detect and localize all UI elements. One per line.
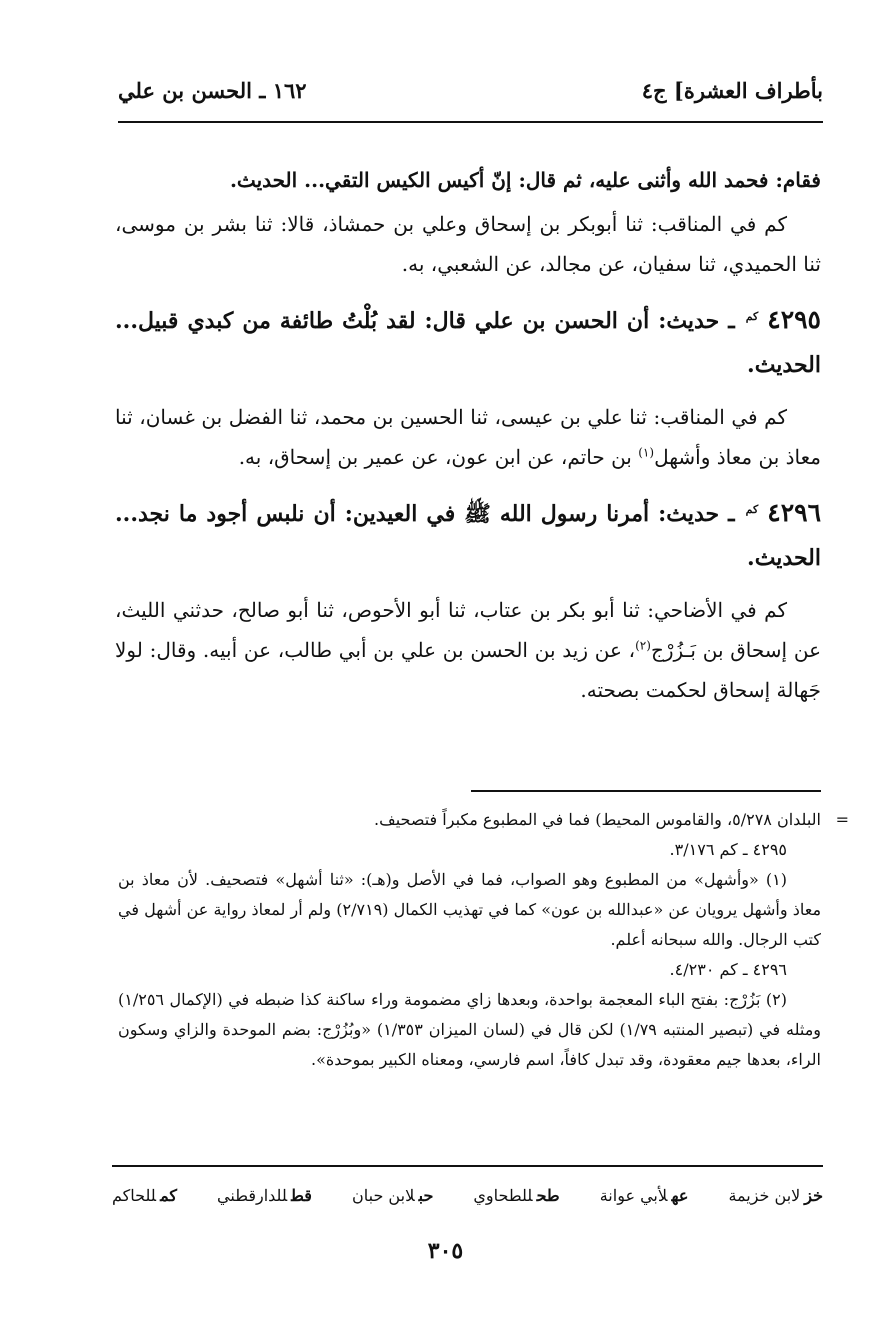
footnote-1: (١) «وأشهل» من المطبوع وهو الصواب، فما في الأصل و(هـ): «ثنا أشهل» فتصحيف. لأن معاذ بن معاذ وأشهل يرويان عن «عبدالله بن عون» كما في تهذيب الكمال (٢/٧١٩) ولم أر لمعاذ رواية عن أشهل في كتب الرجال. والله سبحانه أعلم. — [118, 870, 822, 949]
reference-text: كم في الأضاحي: ثنا أبو بكر بن عتاب، ثنا أبو الأحوص، ثنا أبو صالح، حدثني الليث، عن إسحاق بن بَـزُرْج — [115, 598, 821, 662]
footnotes — [118, 805, 849, 1075]
hadith-sigla: كم — [745, 502, 759, 516]
reference-paragraph-3 — [115, 590, 821, 710]
hadith-sigla: كم — [745, 309, 759, 323]
footnote-continuation: البلدان ٥/٢٧٨، والقاموس المحيط) فما في المطبوع مكبراً فتصحيف. — [374, 810, 821, 829]
footnote-marker: (١) — [638, 445, 655, 460]
hadith-text: ـ حديث: أمرنا رسول الله ﷺ في العيدين: أن نلبس أجود ما نجد... الحديث. — [115, 501, 821, 571]
abbreviation-item: كمللحاكم — [112, 1185, 177, 1205]
abbreviation-item: قطللدارقطني — [217, 1185, 312, 1205]
hadith-text: ـ حديث: أن الحسن بن علي قال: لقد بُلْتُ طائفة من كبدي قبيل... الحديث. — [115, 308, 821, 378]
abbreviation-item: خزلابن خزيمة — [728, 1185, 823, 1205]
reference-paragraph-2 — [115, 397, 821, 477]
header-book-title: بأطراف العشرة] ج٤ — [641, 77, 823, 103]
footnote-ref-4295: ٤٢٩٥ ـ كم ٣/١٧٦. — [669, 840, 787, 859]
hadith-number: ٤٢٩٦ — [767, 498, 821, 527]
continuation-mark: = — [835, 810, 849, 829]
abbreviation-item: طحللطحاوي — [473, 1185, 560, 1205]
header-divider — [118, 121, 823, 123]
reference-text: بن حاتم، عن ابن عون، عن عمير بن إسحاق، به. — [238, 445, 632, 469]
footnote-marker: (٢) — [635, 638, 651, 653]
reference-text: ، عن زيد بن الحسن بن علي بن أبي طالب، عن أبيه. وقال: لولا جَهالة إسحاق لحكمت بصحته. — [115, 638, 821, 702]
main-text — [115, 160, 821, 724]
reference-paragraph-1: كم في المناقب: ثنا أبوبكر بن إسحاق وعلي بن حمشاذ، قالا: ثنا بشر بن موسى، ثنا الحميدي، ثنا سفيان، عن مجالد، عن الشعبي، به. — [115, 212, 821, 276]
footnote-divider — [471, 790, 821, 792]
reference-text: كم في المناقب: ثنا علي بن عيسى، ثنا الحسين بن محمد، ثنا الفضل بن غسان، ثنا معاذ بن معاذ وأشهل — [115, 405, 821, 469]
abbreviations-legend — [112, 1180, 823, 1210]
hadith-4295 — [115, 298, 821, 387]
intro-paragraph: فقام: فحمد الله وأثنى عليه، ثم قال: إنّ أكيس الكيس التقي... الحديث. — [229, 168, 821, 192]
hadith-number: ٤٢٩٥ — [767, 305, 821, 334]
hadith-4296 — [115, 491, 821, 580]
abbreviation-item: عهلأبي عوانة — [599, 1185, 689, 1205]
page-number: ٣٠٥ — [427, 1238, 464, 1264]
running-header — [118, 70, 823, 110]
header-section-title: ١٦٢ ـ الحسن بن علي — [118, 77, 307, 103]
abbreviations-divider — [112, 1165, 823, 1167]
abbreviation-item: حبلابن حبان — [352, 1185, 434, 1205]
footnote-2: (٢) بَزُرْج: بفتح الباء المعجمة بواحدة، وبعدها زاي مضمومة وراء ساكنة كذا ضبطه في (الإكمال ١/٢٥٦) ومثله في (تبصير المنتبه ١/٧٩) لكن قال في (لسان الميزان ١/٣٥٣) «وبُزُرْج: بضم الموحدة والزاي وسكون الراء، بعدها جيم معقودة، وقد تبدل كافاً، اسم فارسي، ومعناه الكبير بموحدة». — [118, 990, 821, 1069]
footnote-ref-4296: ٤٢٩٦ ـ كم ٤/٢٣٠. — [669, 960, 787, 979]
